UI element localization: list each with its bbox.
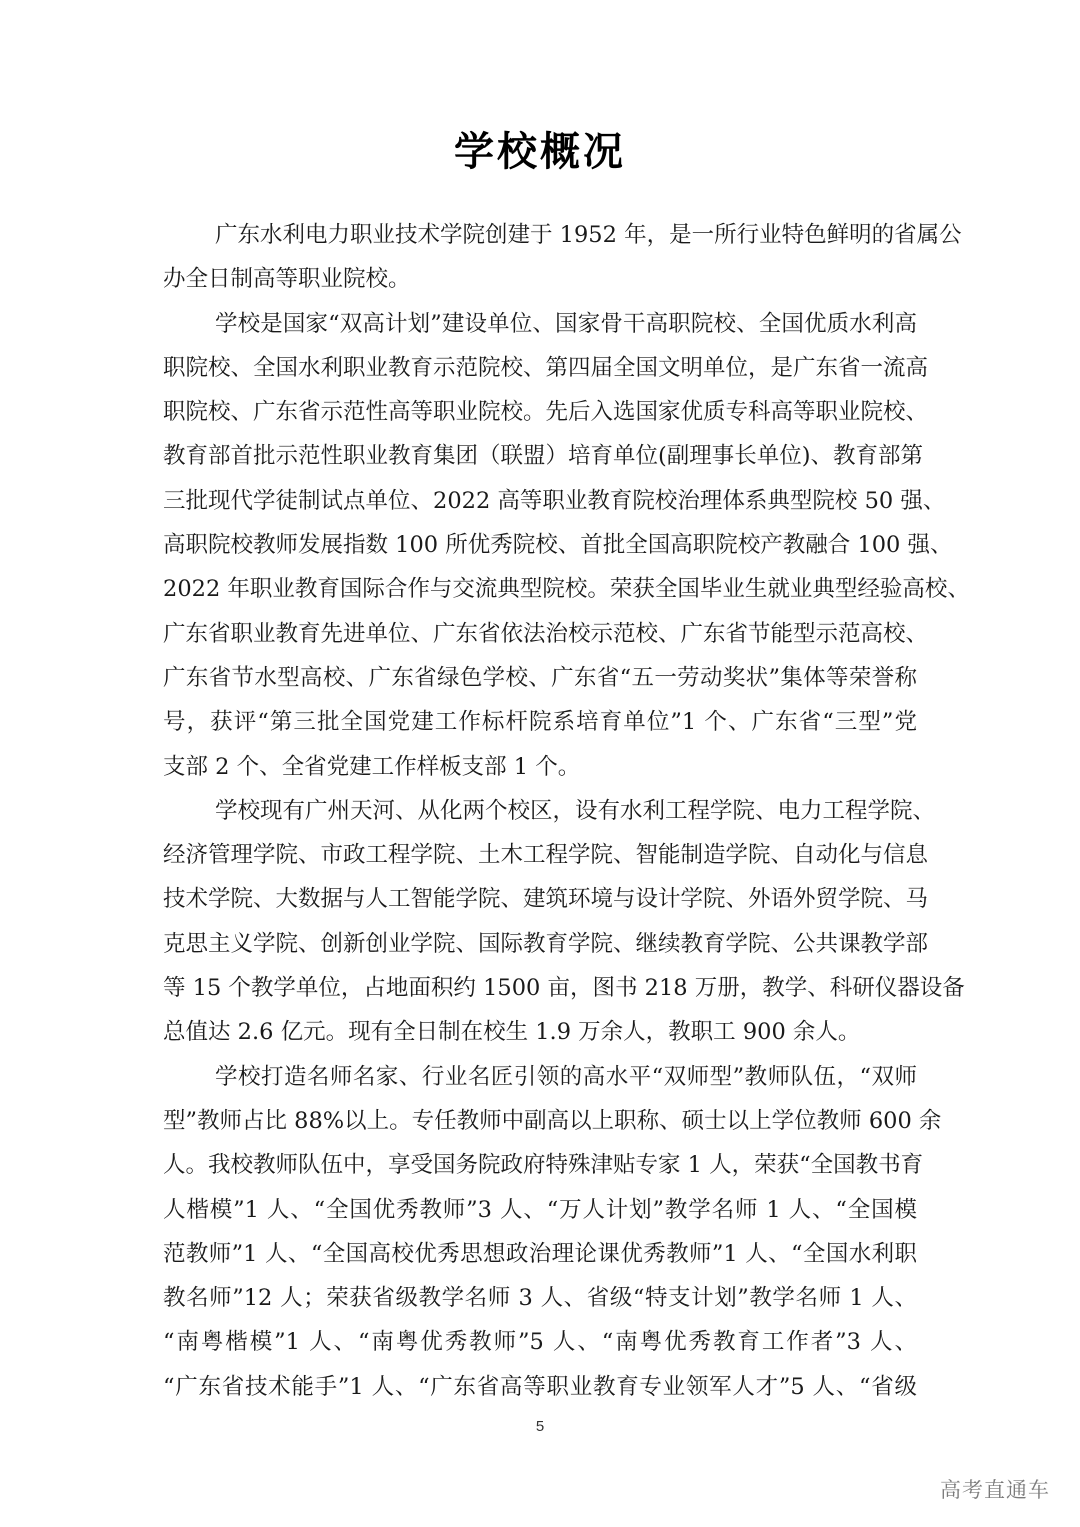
text-line: 学校现有广州天河、从化两个校区，设有水利工程学院、电力工程学院、 [215,797,936,824]
text-line: 克思主义学院、创新创业学院、国际教育学院、继续教育学院、公共课教学部 [163,930,929,957]
text-line: 广东水利电力职业技术学院创建于 1952 年，是一所行业特色鲜明的省属公 [215,222,962,248]
text-line: “广东省技术能手”1 人、“广东省高等职业教育专业领军人才”5 人、“省级 [163,1373,917,1400]
watermark: 高考直通车 [940,1478,1050,1502]
text-line: 职院校、全国水利职业教育示范院校、第四届全国文明单位，是广东省一流高 [163,354,929,381]
text-line: 教名师”12 人；荣获省级教学名师 3 人、省级“特支计划”教学名师 1 人、 [163,1285,917,1312]
text-line: 职院校、广东省示范性高等职业院校。先后入选国家优质专科高等职业院校、 [163,399,929,426]
text-line: 广东省节水型高校、广东省绿色学校、广东省“五一劳动奖状”集体等荣誉称 [163,664,917,691]
text-line: 广东省职业教育先进单位、广东省依法治校示范校、广东省节能型示范高校、 [163,620,929,647]
text-line: 人。我校教师队伍中，享受国务院政府特殊津贴专家 1 人，荣获“全国教书育 [163,1152,924,1179]
document-body [163,213,970,1409]
text-line: 教育部首批示范性职业教育集团（联盟）培育单位(副理事长单位)、教育部第 [163,443,924,470]
text-line: 型”教师占比 88%以上。专任教师中副高以上职称、硕士以上学位教师 600 余 [163,1107,942,1134]
text-line: 号，获评“第三批全国党建工作标杆院系培育单位”1 个、广东省“三型”党 [163,709,917,736]
text-line: 学校是国家“双高计划”建设单位、国家骨干高职院校、全国优质水利高 [215,310,917,337]
text-line: 支部 2 个、全省党建工作样板支部 1 个。 [163,753,581,780]
text-line: 总值达 2.6 亿元。现有全日制在校生 1.9 万余人，教职工 900 余人。 [163,1019,861,1046]
text-line: 三批现代学徒制试点单位、2022 高等职业教育院校治理体系典型院校 50 强、 [163,487,946,514]
page-number: 5 [535,1418,545,1435]
text-line: 办全日制高等职业院校。 [163,266,411,293]
text-line: 范教师”1 人、“全国高校优秀思想政治理论课优秀教师”1 人、“全国水利职 [163,1240,917,1267]
text-line: 2022 年职业教育国际合作与交流典型院校。荣获全国毕业生就业典型经验高校、 [163,576,970,603]
text-line: “南粤楷模”1 人、“南粤优秀教师”5 人、“南粤优秀教育工作者”3 人、 [163,1329,917,1356]
text-line: 学校打造名师名家、行业名匠引领的高水平“双师型”教师队伍，“双师 [215,1063,917,1090]
text-line: 高职院校教师发展指数 100 所优秀院校、首批全国高职院校产教融合 100 强、 [163,532,953,559]
text-line: 经济管理学院、市政工程学院、土木工程学院、智能制造学院、自动化与信息 [163,842,929,869]
page-title: 学校概况 [454,129,626,175]
text-line: 等 15 个教学单位，占地面积约 1500 亩，图书 218 万册，教学、科研仪器设备 [163,975,965,1002]
text-line: 技术学院、大数据与人工智能学院、建筑环境与设计学院、外语外贸学院、马 [163,886,929,913]
text-line: 人楷模”1 人、“全国优秀教师”3 人、“万人计划”教学名师 1 人、“全国模 [163,1196,917,1223]
